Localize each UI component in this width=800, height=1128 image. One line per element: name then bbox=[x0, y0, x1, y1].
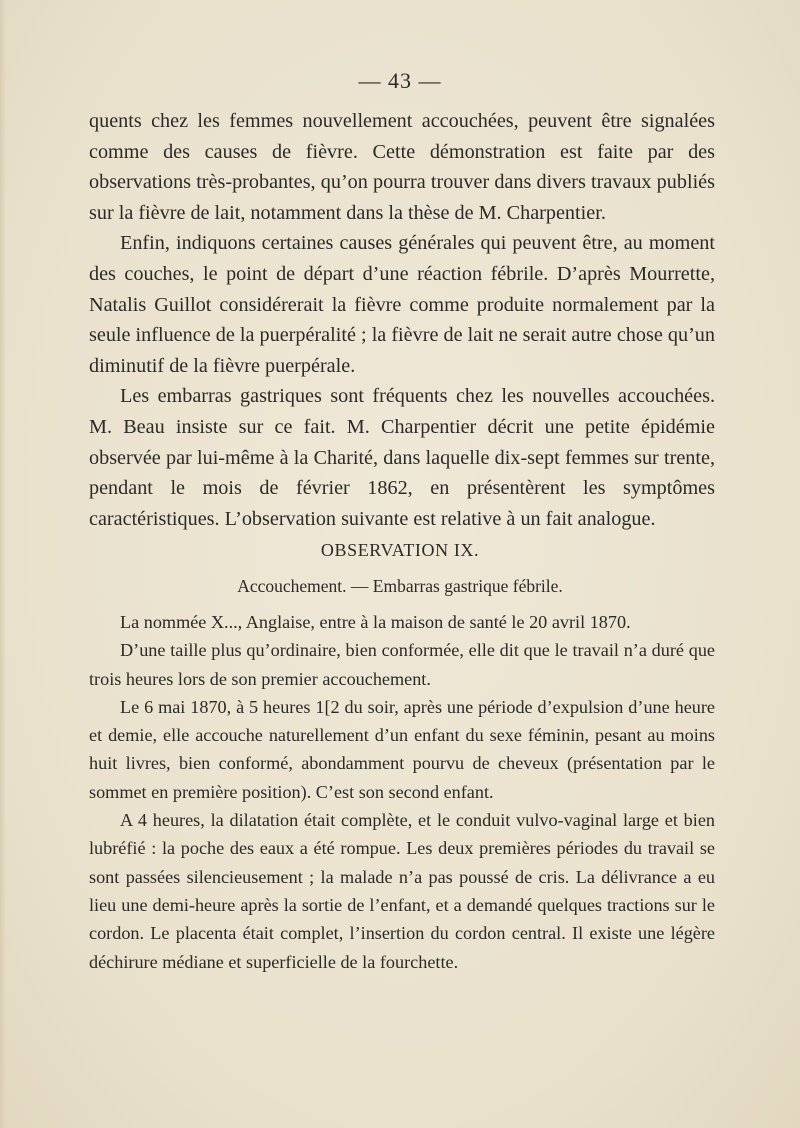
paragraph: Les embarras gastriques sont fréquents chez les nouvelles accouchées. M. Beau insiste sur ce fait. M. Charpentier décrit une petite épidémie observée par lui-même à la Charité, dans laquelle dix-sept femmes sur trente, pendant le mois de février 1862, en présentèrent les symptômes caractéristiques. L’observation suivante est relative à un fait analogue. bbox=[89, 385, 715, 530]
page-number: — 43 — bbox=[358, 68, 442, 93]
observation-subtitle: Accouchement. — Embarras gastrique fébrile. bbox=[237, 576, 563, 596]
observation-paragraph: La nommée X..., Anglaise, entre à la maison de santé le 20 avril 1870. bbox=[120, 612, 631, 632]
observation-paragraph: A 4 heures, la dilatation était complète, et le conduit vulvo-vaginal large et bien lubréfié : la poche des eaux a été rompue. Les deux premières périodes du travail se sont passées silencieusement ; la malade n’a pas poussé de cris. La délivrance a eu lieu une demi-heure après la sortie de l’enfant, et a demandé quelques tractions sur le cordon. Le placenta était complet, l’insertion du cordon central. Il existe une légère déchirure médiane et superficielle de la fourchette. bbox=[89, 810, 715, 972]
body-text bbox=[89, 106, 715, 534]
paragraph: quents chez les femmes nouvellement accouchées, peuvent être signalées comme des causes de fièvre. Cette démonstration est faite par des observations très-probantes, qu’on pourra trouver dans divers travaux publiés sur la fièvre de lait, notamment dans la thèse de M. Charpentier. bbox=[89, 110, 715, 224]
paragraph: Enfin, indiquons certaines causes générales qui peuvent être, au moment des couches, le point de départ d’une réaction fébrile. D’après Mourrette, Natalis Guillot considérerait la fièvre comme produite normalement par la seule influence de la puerpéralité ; la fièvre de lait ne serait autre chose qu’un diminutif de la fièvre puerpérale. bbox=[89, 232, 715, 377]
page-edge-shadow bbox=[0, 0, 6, 1128]
observation-paragraph: D’une taille plus qu’ordinaire, bien conformée, elle dit que le travail n’a duré que trois heures lors de son premier accouchement. bbox=[89, 640, 715, 689]
observation-paragraph: Le 6 mai 1870, à 5 heures 1[2 du soir, après une période d’expulsion d’une heure et demie, elle accouche naturellement d’un enfant du sexe féminin, pesant au moins huit livres, bien conformé, abondamment pourvu de cheveux (présentation par le sommet en première position). C’est son second enfant. bbox=[89, 696, 715, 802]
observation-title: OBSERVATION IX. bbox=[320, 540, 480, 560]
observation-text bbox=[89, 608, 715, 976]
